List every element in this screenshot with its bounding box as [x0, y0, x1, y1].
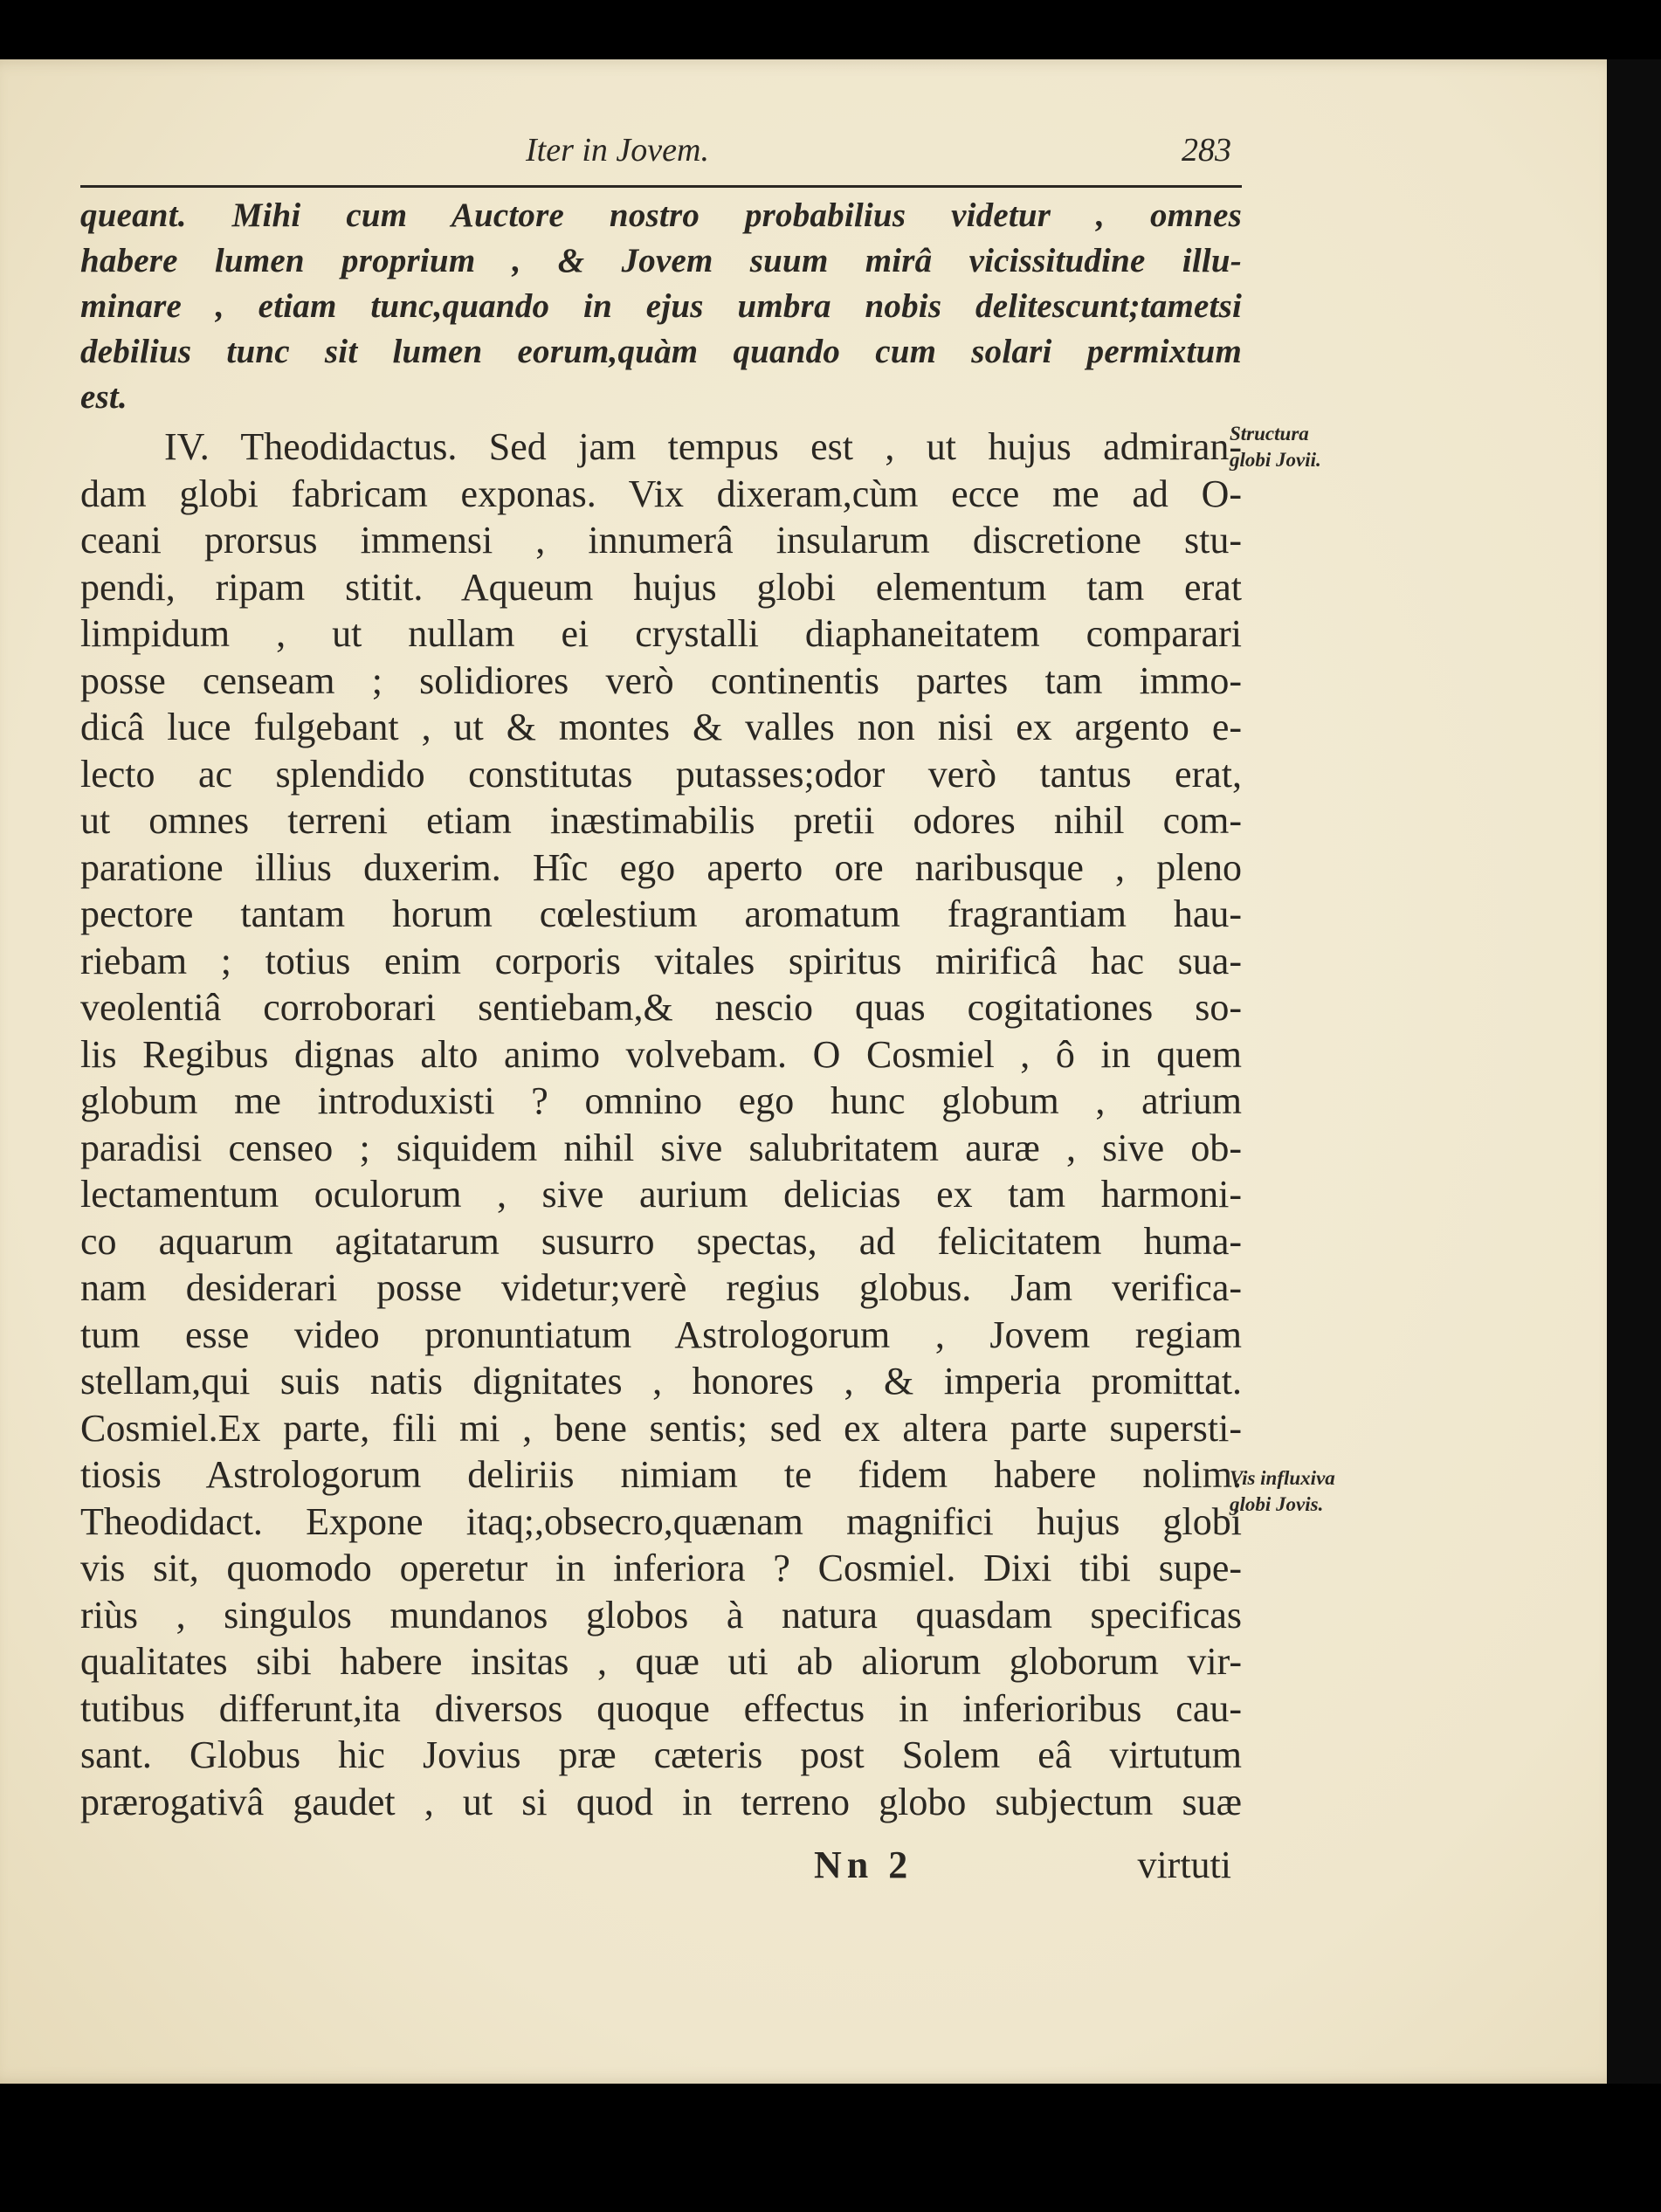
- body-text-line: tutibus differunt,ita diversos quoque effectus in inferioribus cau-: [80, 1686, 1242, 1730]
- body-text-line: prærogativâ gaudet , ut si quod in terreno globo subjectum suæ: [80, 1780, 1242, 1823]
- body-text-line: qualitates sibi habere insitas , quæ uti ab aliorum globorum vir-: [80, 1640, 1242, 1683]
- body-text-line: riebam ; totius enim corporis vitales spiritus mirificâ hac sua-: [80, 939, 1242, 982]
- margin-note-line: Structura: [1230, 423, 1309, 444]
- page-number: 283: [1182, 132, 1231, 169]
- body-text-line: veolentiâ corroborari sentiebam,& nescio quas cogitationes so-: [80, 986, 1242, 1029]
- body-text-line: pectore tantam horum cœlestium aromatum fragrantiam hau-: [80, 892, 1242, 935]
- body-text-line: lecto ac splendido constitutas putasses;odor verò tantus erat,: [80, 752, 1242, 796]
- body-text-line: Cosmiel.Ex parte, fili mi , bene sentis; sed ex altera parte supersti-: [80, 1406, 1242, 1450]
- header-rule: [80, 185, 1242, 188]
- italic-text-line: debilius tunc sit lumen eorum,quàm quando cum solari permixtum: [80, 333, 1242, 370]
- body-text-line: vis sit, quomodo operetur in inferiora ? Cosmiel. Dixi tibi supe-: [80, 1547, 1242, 1589]
- catchword: virtuti: [1137, 1843, 1231, 1886]
- running-header: [80, 131, 1242, 182]
- margin-note-structura: [1230, 421, 1361, 473]
- page-footer: [80, 1843, 1242, 1892]
- body-text-line: dam globi fabricam exponas. Vix dixeram,cùm ecce me ad O-: [80, 472, 1242, 515]
- body-text-line: sant. Globus hic Jovius præ cæteris post Solem eâ virtutum: [80, 1733, 1242, 1776]
- margin-note-vis-influxiva: [1230, 1465, 1361, 1518]
- body-text-line: paratione illius duxerim. Hîc ego aperto ore naribusque , pleno: [80, 845, 1242, 889]
- body-text-line: globum me introduxisti ? omnino ego hunc globum , atrium: [80, 1079, 1242, 1122]
- body-text-line: pendi, ripam stitit. Aqueum hujus globi elementum tam erat: [80, 565, 1242, 609]
- margin-note-line: Vis influxiva: [1230, 1467, 1335, 1489]
- body-text-line: stellam,qui suis natis dignitates , honores , & imperia promittat.: [80, 1360, 1242, 1402]
- body-text-line: riùs , singulos mundanos globos à natura quasdam specificas: [80, 1593, 1242, 1637]
- body-text-line: co aquarum agitatarum susurro spectas, ad felicitatem huma-: [80, 1219, 1242, 1263]
- body-text-line: nam desiderari posse videtur;verè regius globus. Jam verifica-: [80, 1266, 1242, 1309]
- italic-text-line: est.: [80, 378, 128, 416]
- margin-note-line: globi Jovis.: [1230, 1493, 1324, 1515]
- italic-text-line: minare , etiam tunc,quando in ejus umbra nobis delitescunt;tametsi: [80, 287, 1242, 325]
- italic-text-line: queant. Mihi cum Auctore nostro probabilius videtur , omnes: [80, 196, 1242, 234]
- margin-note-line: globi Jovii.: [1230, 449, 1321, 471]
- book-spine-shadow: [1607, 59, 1661, 2084]
- italic-text-line: habere lumen proprium , & Jovem suum mirâ vicissitudine illu-: [80, 242, 1242, 279]
- body-text-line: lis Regibus dignas alto animo volvebam. O Cosmiel , ô in quem: [80, 1032, 1242, 1076]
- body-text-line: dicâ luce fulgebant , ut & montes & valles non nisi ex argento e-: [80, 706, 1242, 748]
- body-text-line: paradisi censeo ; siquidem nihil sive salubritatem auræ , sive ob-: [80, 1126, 1242, 1169]
- running-title: Iter in Jovem.: [526, 132, 709, 169]
- body-text-line: ut omnes terreni etiam inæstimabilis pretii odores nihil com-: [80, 799, 1242, 842]
- page-text-block: [80, 131, 1242, 1825]
- body-text-line: tum esse video pronuntiatum Astrologorum , Jovem regiam: [80, 1313, 1242, 1356]
- body-text-line: Theodidact. Expone itaq;,obsecro,quænam magnifici hujus globi: [80, 1499, 1242, 1543]
- body-text-line: lectamentum oculorum , sive aurium delicias ex tam harmoni-: [80, 1173, 1242, 1216]
- body-text-line: ceani prorsus immensi , innumerâ insularum discretione stu-: [80, 519, 1242, 562]
- signature-mark: Nn 2: [814, 1843, 913, 1886]
- body-text-line: tiosis Astrologorum deliriis nimiam te fidem habere nolim.: [80, 1453, 1242, 1496]
- body-text-line: IV. Theodidactus. Sed jam tempus est , ut hujus admiran-: [164, 425, 1242, 468]
- body-text-line: posse censeam ; solidiores verò continentis partes tam immo-: [80, 658, 1242, 702]
- body-text-line: limpidum , ut nullam ei crystalli diaphaneitatem comparari: [80, 612, 1242, 655]
